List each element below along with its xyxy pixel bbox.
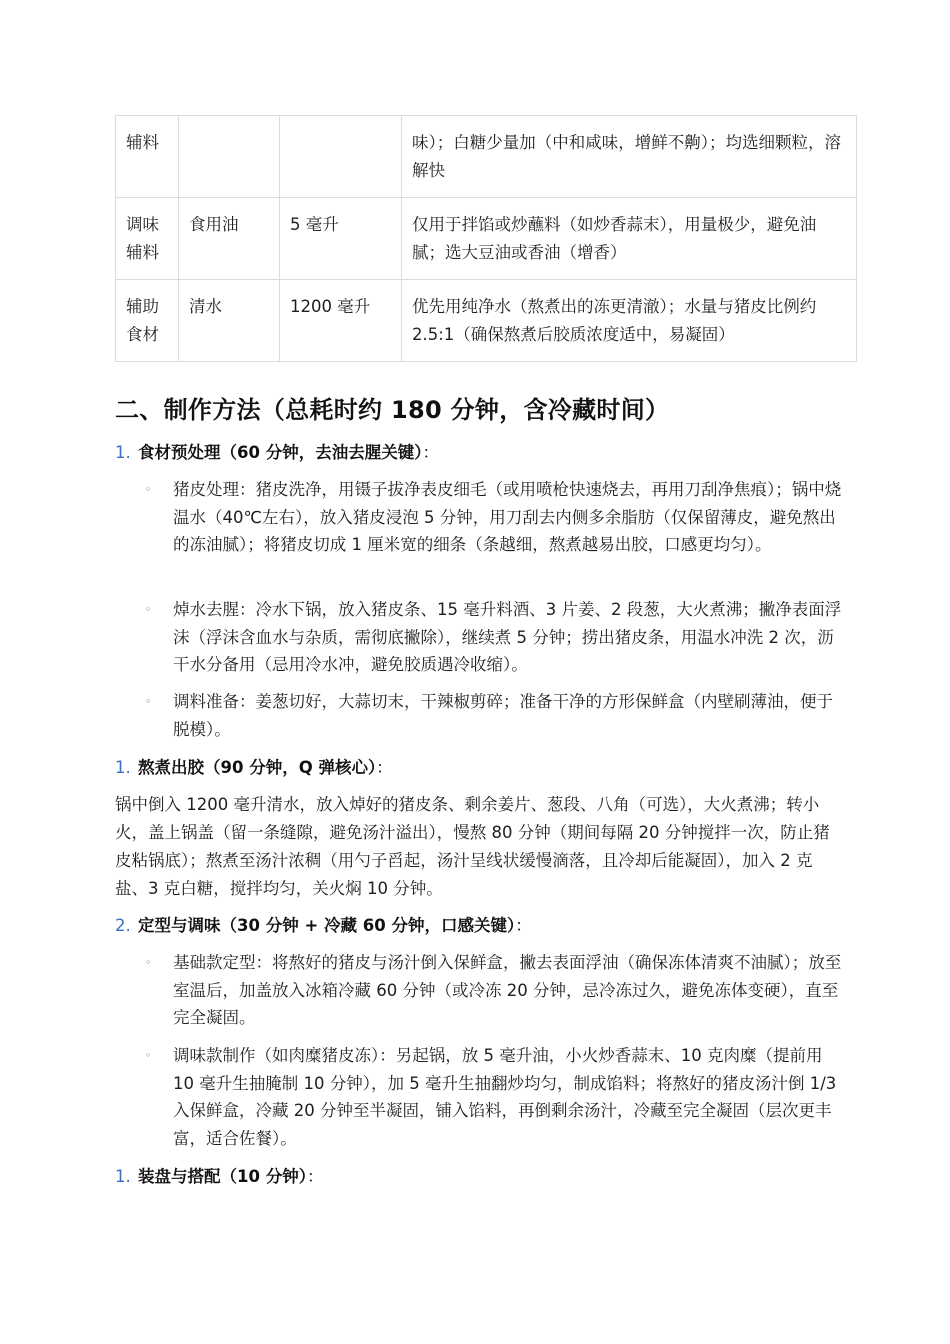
table-cell: 调味辅料 [116, 198, 179, 280]
bullet-icon: ◦ [145, 1049, 152, 1062]
bullet-icon: ◦ [145, 695, 152, 708]
list-item [145, 1042, 845, 1154]
numbered-item [115, 439, 439, 466]
list-item [145, 949, 845, 1033]
list-item-text: 焯水去腥：冷水下锅，放入猪皮条、15 毫升料酒、3 片姜、2 段葱，大火煮沸；撇净表面浮沫（浮沫含血水与杂质，需彻底撇除），继续煮 5 分钟；捞出猪皮条，用温水冲洗 2 次，沥干水分备用（忌用冷水冲，避免胶质遇冷收缩）。 [173, 600, 842, 674]
item-colon: ： [515, 916, 532, 935]
item-colon: ： [422, 443, 439, 462]
list-item [145, 596, 845, 680]
item-number: 1. [115, 758, 131, 777]
item-number: 1. [115, 443, 131, 462]
item-title: 装盘与搭配（10 分钟） [138, 1167, 307, 1186]
table-cell: 食用油 [179, 198, 280, 280]
bullet-icon: ◦ [145, 483, 152, 496]
table-cell: 清水 [179, 280, 280, 362]
numbered-item [115, 754, 393, 781]
item-colon: ： [306, 1167, 324, 1186]
list-item [145, 476, 845, 588]
item-title: 定型与调味（30 分钟 + 冷藏 60 分钟，口感关键） [138, 916, 516, 935]
ingredients-table [115, 115, 857, 362]
item-colon: ： [376, 758, 393, 777]
numbered-item [115, 912, 532, 939]
table-cell: 1200 毫升 [280, 280, 402, 362]
item-title: 熬煮出胶（90 分钟，Q 弹核心） [138, 758, 377, 777]
section-heading: 二、制作方法（总耗时约 180 分钟，含冷藏时间） [115, 396, 670, 424]
table-cell: 优先用纯净水（熬煮出的冻更清澈）；水量与猪皮比例约 2.5:1（确保熬煮后胶质浓度适中，易凝固） [402, 280, 857, 362]
item-number: 1. [115, 1167, 131, 1186]
item-title: 食材预处理（60 分钟，去油去腥关键） [138, 443, 423, 462]
table-cell: 辅助食材 [116, 280, 179, 362]
table-cell: 5 毫升 [280, 198, 402, 280]
list-item-text: 调料准备：姜葱切好，大蒜切末，干辣椒剪碎；准备干净的方形保鲜盒（内壁刷薄油，便于脱模）。 [173, 692, 833, 739]
table-cell: 味）；白糖少量加（中和咸味，增鲜不齁）；均选细颗粒，溶解快 [402, 116, 857, 198]
table-row [116, 280, 857, 362]
table-cell [179, 116, 280, 198]
bullet-icon: ◦ [145, 956, 152, 969]
list-item-text: 猪皮处理：猪皮洗净，用镊子拔净表皮细毛（或用喷枪快速烧去，再用刀刮净焦痕）；锅中烧温水（40℃左右），放入猪皮浸泡 5 分钟，用刀刮去内侧多余脂肪（仅保留薄皮，避免熬出的冻油腻）；将猪皮切成 1 厘米宽的细条（条越细，熬煮越易出胶，口感更均匀）。 [173, 480, 842, 554]
item-number: 2. [115, 916, 131, 935]
step-paragraph: 锅中倒入 1200 毫升清水，放入焯好的猪皮条、剩余姜片、葱段、八角（可选），大火煮沸；转小火，盖上锅盖（留一条缝隙，避免汤汁溢出），慢熬 80 分钟（期间每隔 20 分钟搅拌一次，防止猪皮粘锅底）；熬煮至汤汁浓稠（用勺子舀起，汤汁呈线状缓慢滴落，且冷却后能凝固），加入 2 克盐、3 克白糖，搅拌均匀，关火焖 10 分钟。 [115, 795, 830, 898]
bullet-icon: ◦ [145, 603, 152, 616]
table-cell [280, 116, 402, 198]
list-item-text: 基础款定型：将熬好的猪皮与汤汁倒入保鲜盒，撇去表面浮油（确保冻体清爽不油腻）；放至室温后，加盖放入冰箱冷藏 60 分钟（或冷冻 20 分钟，忌冷冻过久，避免冻体变硬），直至完全凝固。 [173, 953, 842, 1027]
numbered-item [115, 1163, 323, 1190]
list-item-text: 调味款制作（如肉糜猪皮冻）：另起锅，放 5 毫升油，小火炒香蒜末、10 克肉糜（提前用 10 毫升生抽腌制 10 分钟），加 5 毫升生抽翻炒均匀，制成馅料；将熬好的猪皮汤汁倒 1/3 入保鲜盒，冷藏 20 分钟至半凝固，铺入馅料，再倒剩余汤汁，冷藏至完全凝固（层次更丰富，适合佐餐）。 [173, 1046, 837, 1148]
list-item [145, 688, 845, 744]
table-cell: 辅料 [116, 116, 179, 198]
table-row [116, 116, 857, 198]
table-cell: 仅用于拌馅或炒蘸料（如炒香蒜末），用量极少，避免油腻；选大豆油或香油（增香） [402, 198, 857, 280]
table-row [116, 198, 857, 280]
